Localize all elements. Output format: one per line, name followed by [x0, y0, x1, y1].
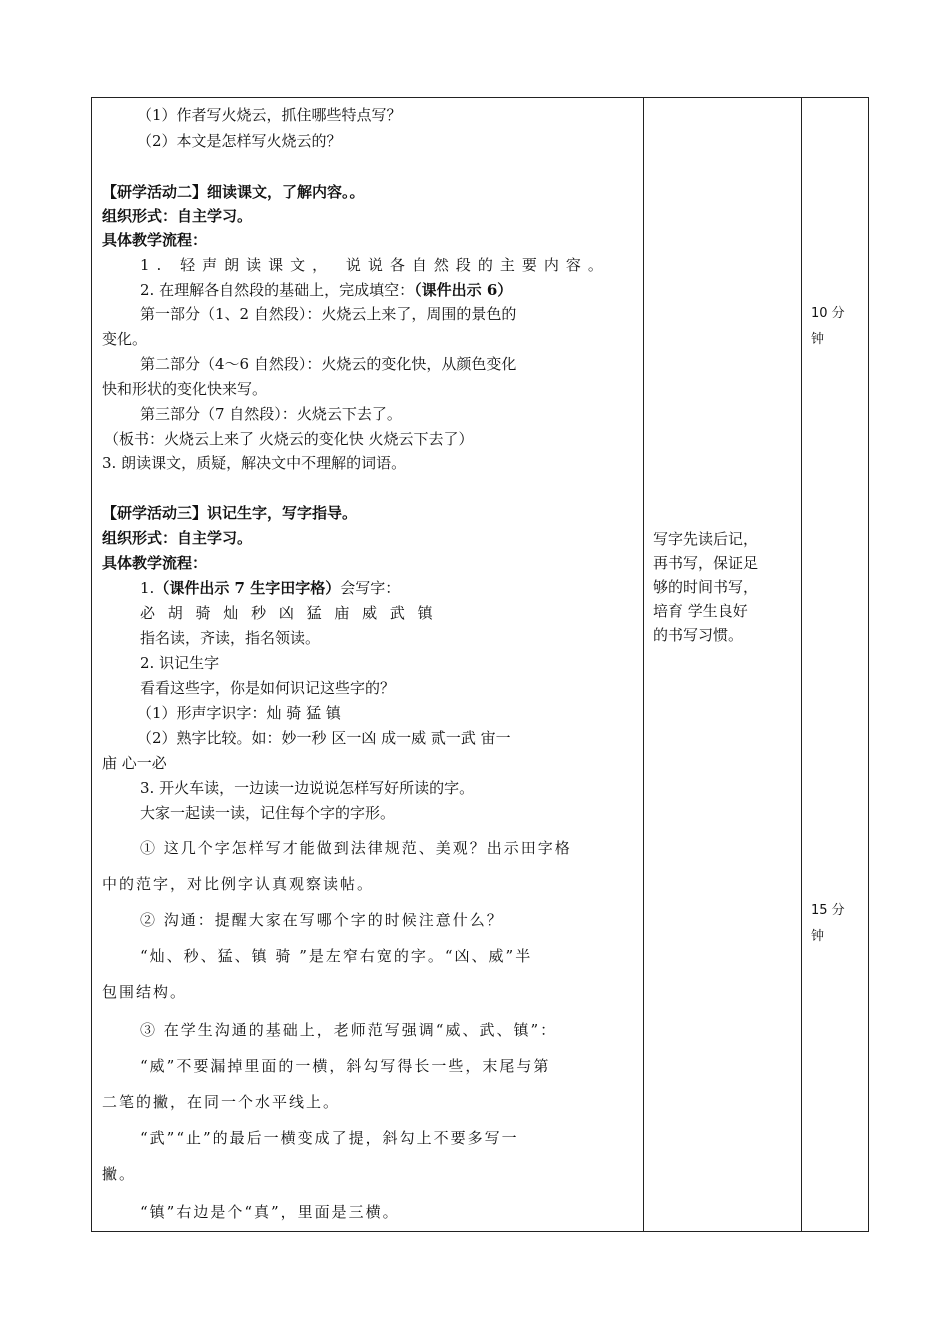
- time-value: 15 分: [811, 903, 845, 918]
- time-unit: 钟: [811, 929, 825, 944]
- step-2-line: [140, 280, 512, 300]
- time-unit: 钟: [811, 332, 825, 347]
- structure-note-b: 包围结构。: [102, 983, 188, 1001]
- time-value: 10 分: [811, 306, 845, 321]
- teaching-process-column: [92, 98, 643, 1231]
- part-2-line-b: 快和形状的变化快来写。: [102, 380, 268, 398]
- step-2-fill-blank: 2. 在理解各自然段的基础上，完成填空：: [140, 281, 415, 299]
- column-divider-1: [643, 98, 644, 1231]
- wei-note-a: “威”不要漏掉里面的一横，斜勾写得长一些，末尾与第: [140, 1057, 551, 1075]
- activity-2-format: 组织形式：自主学习。: [102, 207, 253, 225]
- time-allocation-1: [811, 301, 861, 353]
- step-1-read: 1. 轻声朗读课文， 说说各自然段的主要内容。: [140, 256, 610, 274]
- note-line: 写字先读后记，: [653, 530, 759, 548]
- question-2: （2）本文是怎样写火烧云的？: [137, 132, 342, 150]
- wu-note-b: 撇。: [102, 1165, 137, 1183]
- wei-note-b: 二笔的撇，在同一个水平线上。: [102, 1093, 341, 1111]
- time-allocation-2: [811, 898, 861, 950]
- lesson-plan-table: [91, 97, 869, 1232]
- identify-question: 看看这些字，你是如何识记这些字的？: [140, 679, 396, 697]
- new-characters: 必 胡 骑 灿 秒 凶 猛 庙 威 武 镇: [140, 604, 437, 622]
- read-together: 大家一起读一读，记住每个字的字形。: [140, 804, 396, 822]
- zhen-note: “镇”右边是个“真”，里面是三横。: [140, 1203, 400, 1221]
- step-1-write-line: [140, 578, 400, 598]
- point-1-b: 中的范字，对比例字认真观察读帖。: [102, 875, 375, 893]
- step-3-read: 3. 朗读课文，质疑，解决文中不理解的词语。: [102, 454, 407, 472]
- note-line: 的书写习惯。: [653, 626, 744, 644]
- step-3-train-read: 3. 开火车读，一边读一边说说怎样写好所读的字。: [140, 779, 475, 797]
- point-3: ③ 在学生沟通的基础上，老师范写强调“威、武、镇”：: [140, 1021, 558, 1039]
- phonetic-chars: （1）形声字识字：灿 骑 猛 镇: [137, 704, 341, 722]
- part-3-line: 第三部分（7 自然段）：火烧云下去了。: [140, 405, 402, 423]
- compare-chars-b: 庙 心一必: [102, 754, 167, 772]
- point-1-a: ① 这几个字怎样写才能做到法律规范、美观？出示田字格: [140, 839, 572, 857]
- part-1-line-b: 变化。: [102, 330, 148, 348]
- part-2-line-a: 第二部分（4～6 自然段）：火烧云的变化快，从颜色变化: [140, 355, 517, 373]
- wu-note-a: “武”“止”的最后一横变成了提，斜勾上不要多写一: [140, 1129, 519, 1147]
- read-instruction: 指名读，齐读，指名领读。: [140, 629, 321, 647]
- step-1-number: 1.: [140, 579, 155, 597]
- point-2: ② 沟通：提醒大家在写哪个字的时候注意什么？: [140, 911, 504, 929]
- note-line: 培育 学生良好: [653, 602, 748, 620]
- courseware-7-label: （课件出示 7 生字田字格）: [154, 579, 341, 597]
- activity-3-flow-label: 具体教学流程：: [102, 554, 208, 572]
- note-line: 再书写，保证足: [653, 554, 759, 572]
- structure-note-a: “灿、秒、猛、镇 骑 ”是左窄右宽的字。“凶、威”半: [140, 947, 533, 965]
- design-intent-note: [653, 527, 793, 647]
- column-divider-2: [801, 98, 802, 1231]
- blackboard-note: （板书：火烧云上来了 火烧云的变化快 火烧云下去了）: [104, 430, 474, 448]
- activity-3-heading: 【研学活动三】识记生字，写字指导。: [102, 504, 358, 522]
- courseware-6-label: （课件出示 6）: [414, 281, 513, 299]
- note-line: 够的时间书写，: [653, 578, 759, 596]
- activity-3-format: 组织形式：自主学习。: [102, 529, 253, 547]
- write-chars-label: 会写字：: [340, 579, 401, 597]
- activity-2-flow-label: 具体教学流程：: [102, 231, 208, 249]
- step-2-identify: 2. 识记生字: [140, 654, 220, 672]
- part-1-line-a: 第一部分（1、2 自然段）：火烧云上来了，周围的景色的: [140, 305, 517, 323]
- activity-2-heading: 【研学活动二】细读课文，了解内容。。: [102, 183, 365, 201]
- question-1: （1）作者写火烧云，抓住哪些特点写？: [137, 106, 402, 124]
- compare-chars-a: （2）熟字比较。如：妙一秒 区一凶 成一威 贰一武 宙一: [137, 729, 511, 747]
